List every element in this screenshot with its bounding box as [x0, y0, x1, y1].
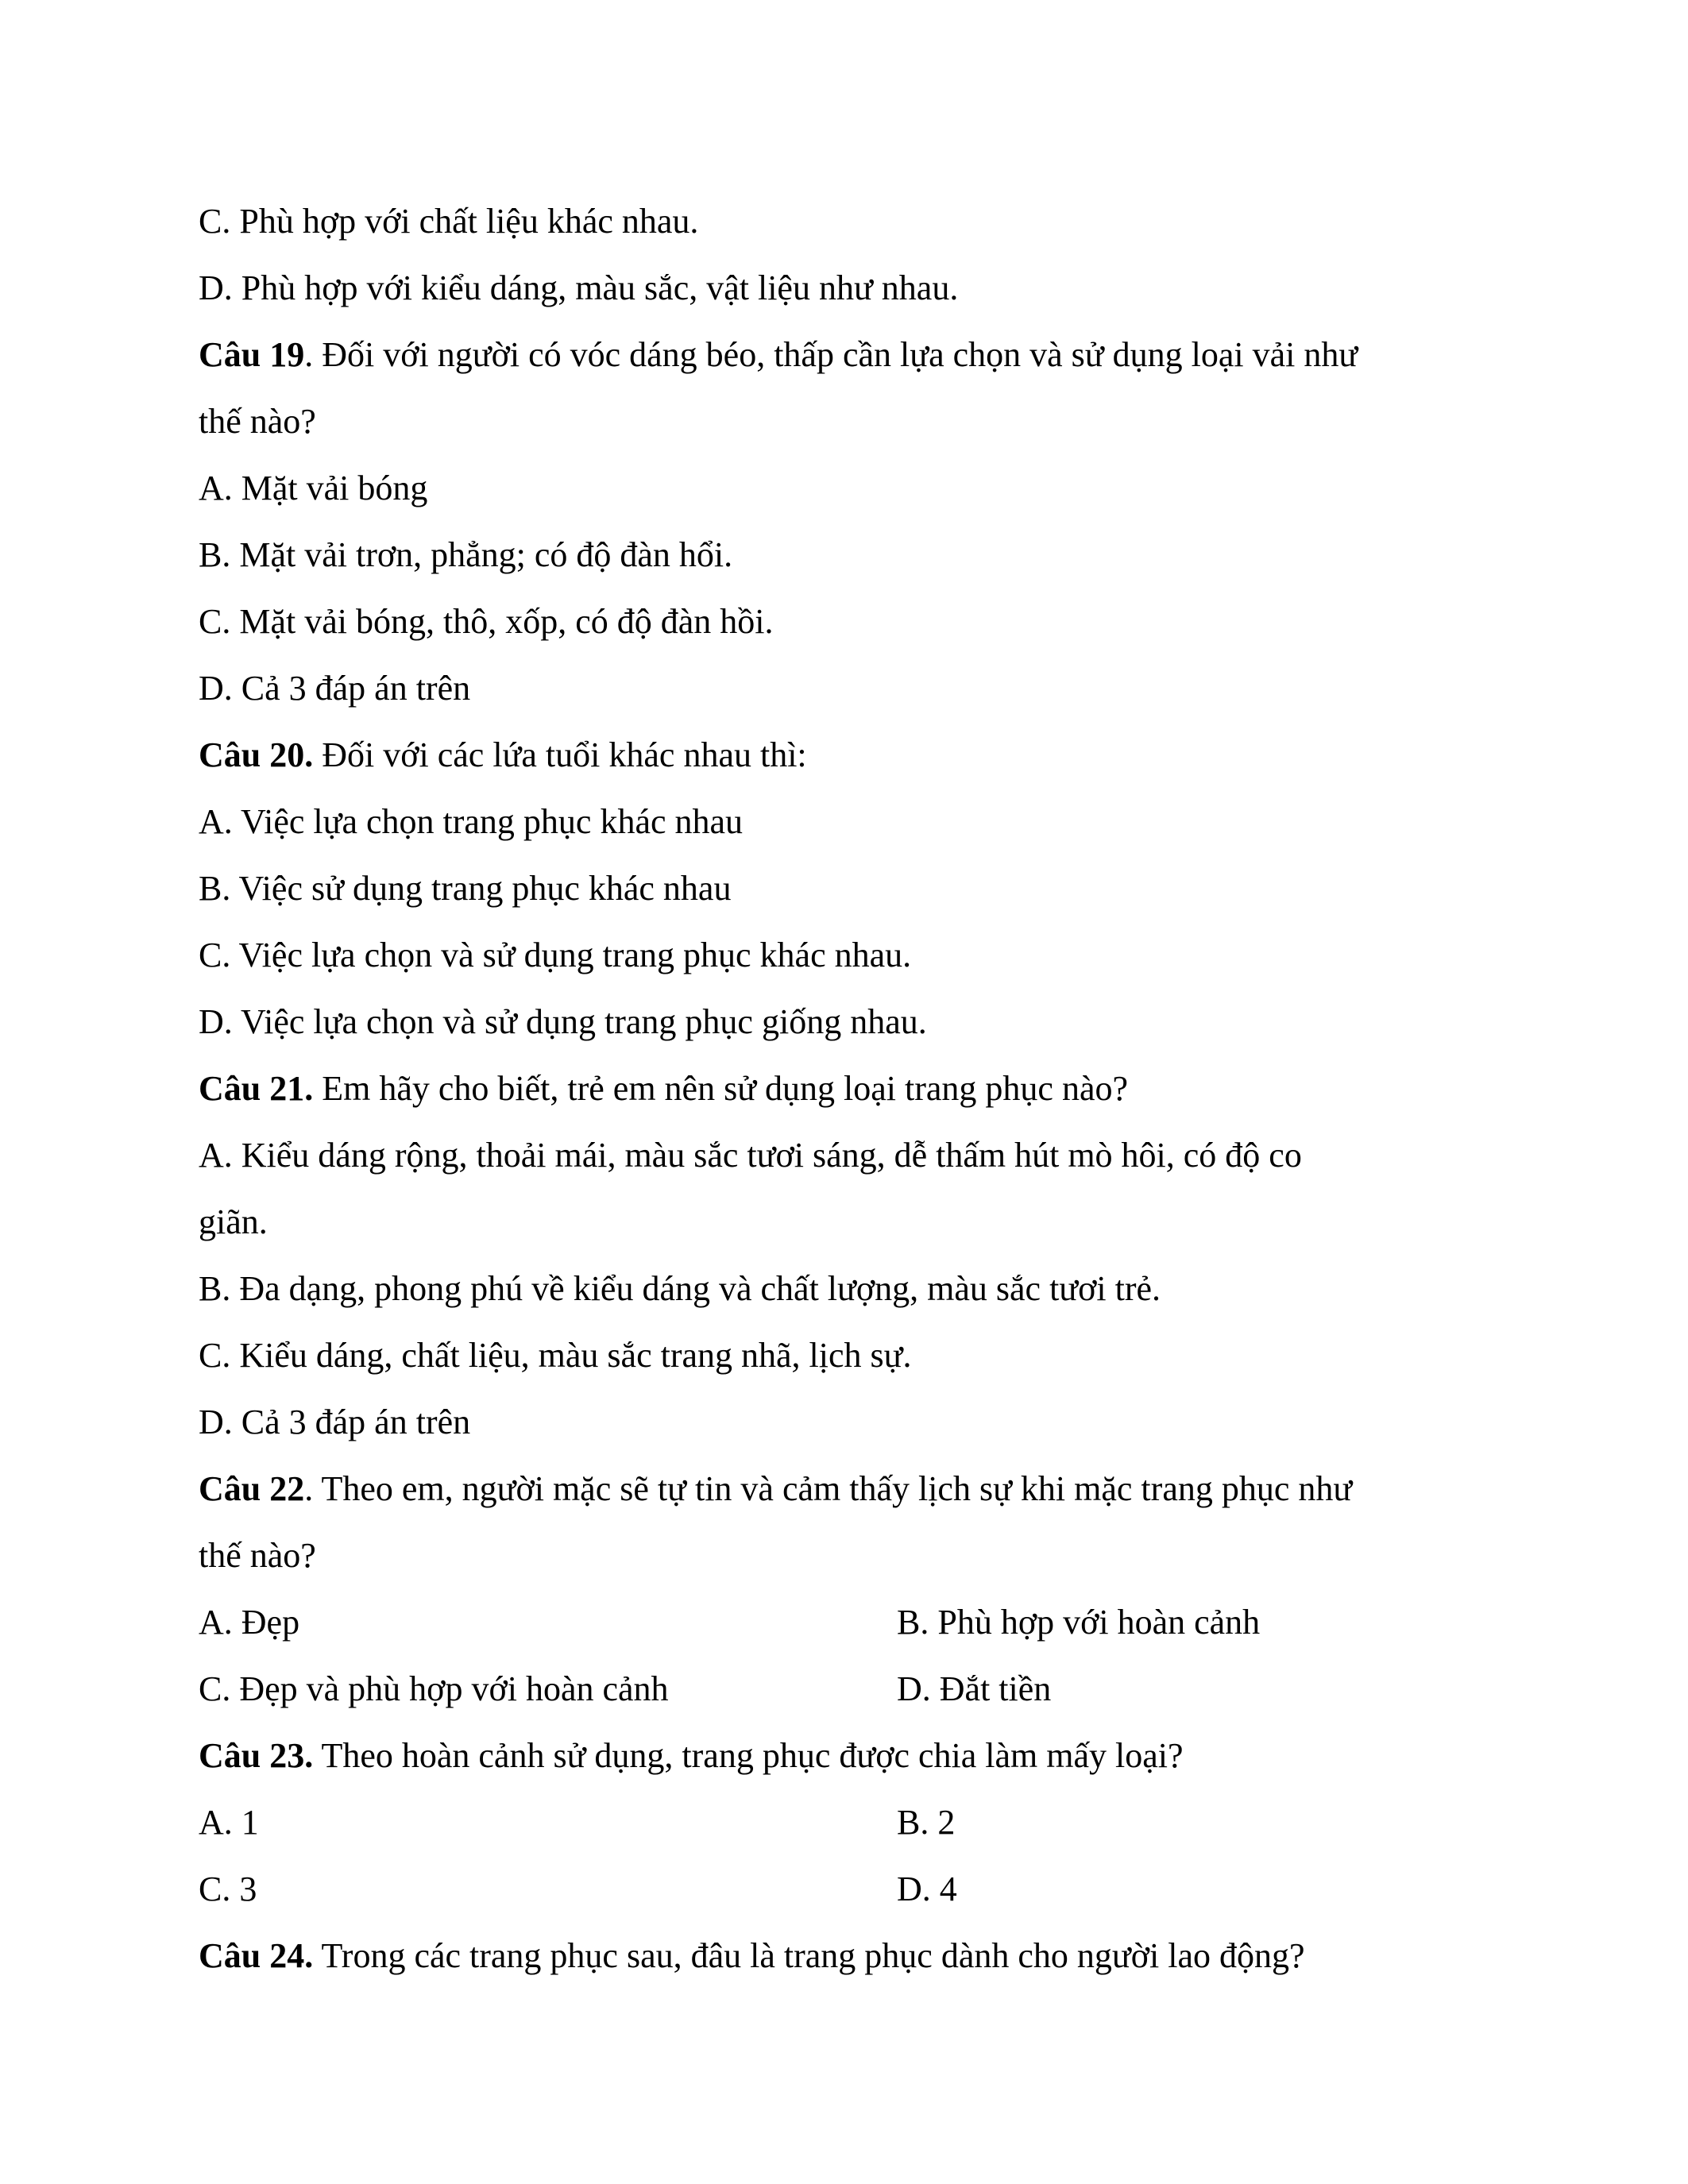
- question-20-label: Câu 20.: [199, 735, 314, 774]
- q20-option-c: C. Việc lựa chọn và sử dụng trang phục khác nhau.: [199, 936, 912, 974]
- question-19-text: . Đối với người có vóc dáng béo, thấp cần lựa chọn và sử dụng loại vải như: [304, 335, 1358, 374]
- document-page: [199, 194, 1501, 1995]
- q20-option-d: D. Việc lựa chọn và sử dụng trang phục giống nhau.: [199, 1002, 927, 1041]
- q22-option-d: D. Đắt tiền: [897, 1669, 1052, 1708]
- q23-option-d: D. 4: [897, 1870, 957, 1908]
- question-22-text-cont: thế nào?: [199, 1536, 316, 1575]
- q22-options-row-1: [199, 1595, 1501, 1661]
- question-19-label: Câu 19: [199, 335, 305, 374]
- question-19: [199, 327, 1501, 394]
- question-20-text: Đối với các lứa tuổi khác nhau thì:: [313, 735, 807, 774]
- question-20: [199, 727, 1501, 794]
- q23-option-a: A. 1: [199, 1803, 259, 1842]
- q20-option-a: A. Việc lựa chọn trang phục khác nhau: [199, 802, 744, 841]
- q21-option-a-cont: giãn.: [199, 1202, 268, 1241]
- prev-option-c: C. Phù hợp với chất liệu khác nhau.: [199, 202, 699, 241]
- question-21-label: Câu 21.: [199, 1069, 314, 1108]
- q23-option-c: C. 3: [199, 1870, 257, 1908]
- question-22: [199, 1461, 1501, 1528]
- q23-options-row-2: [199, 1862, 1501, 1928]
- q19-option-b: B. Mặt vải trơn, phẳng; có độ đàn hổi.: [199, 535, 733, 574]
- question-24-label: Câu 24.: [199, 1936, 314, 1975]
- question-24: [199, 1928, 1501, 1995]
- q22-option-b: B. Phù hợp với hoàn cảnh: [897, 1603, 1261, 1642]
- question-21: [199, 1061, 1501, 1128]
- q21-option-b: B. Đa dạng, phong phú về kiểu dáng và chất lượng, màu sắc tươi trẻ.: [199, 1269, 1161, 1308]
- prev-option-d: D. Phù hợp với kiểu dáng, màu sắc, vật liệu như nhau.: [199, 268, 959, 307]
- q21-option-d: D. Cả 3 đáp án trên: [199, 1403, 471, 1441]
- q20-option-b: B. Việc sử dụng trang phục khác nhau: [199, 869, 732, 908]
- q23-option-b: B. 2: [897, 1803, 956, 1842]
- q19-option-d: D. Cả 3 đáp án trên: [199, 669, 471, 708]
- q19-option-a: A. Mặt vải bóng: [199, 469, 428, 507]
- q21-option-c: C. Kiểu dáng, chất liệu, màu sắc trang nhã, lịch sự.: [199, 1336, 912, 1375]
- q21-option-a: A. Kiểu dáng rộng, thoải mái, màu sắc tươi sáng, dễ thấm hút mò hôi, có độ co: [199, 1136, 1302, 1175]
- q22-options-row-2: [199, 1661, 1501, 1728]
- question-22-text: . Theo em, người mặc sẽ tự tin và cảm thấy lịch sự khi mặc trang phục như: [304, 1469, 1353, 1508]
- question-22-label: Câu 22: [199, 1469, 305, 1508]
- question-24-text: Trong các trang phục sau, đâu là trang phục dành cho người lao động?: [313, 1936, 1305, 1975]
- question-23: [199, 1728, 1501, 1795]
- question-23-text: Theo hoàn cảnh sử dụng, trang phục được chia làm mấy loại?: [313, 1736, 1184, 1775]
- q19-option-c: C. Mặt vải bóng, thô, xốp, có độ đàn hồi.: [199, 602, 774, 641]
- question-19-text-cont: thế nào?: [199, 402, 316, 441]
- q23-options-row-1: [199, 1795, 1501, 1862]
- q22-option-a: A. Đẹp: [199, 1603, 300, 1642]
- q22-option-c: C. Đẹp và phù hợp với hoàn cảnh: [199, 1669, 669, 1708]
- question-21-text: Em hãy cho biết, trẻ em nên sử dụng loại trang phục nào?: [313, 1069, 1129, 1108]
- question-23-label: Câu 23.: [199, 1736, 314, 1775]
